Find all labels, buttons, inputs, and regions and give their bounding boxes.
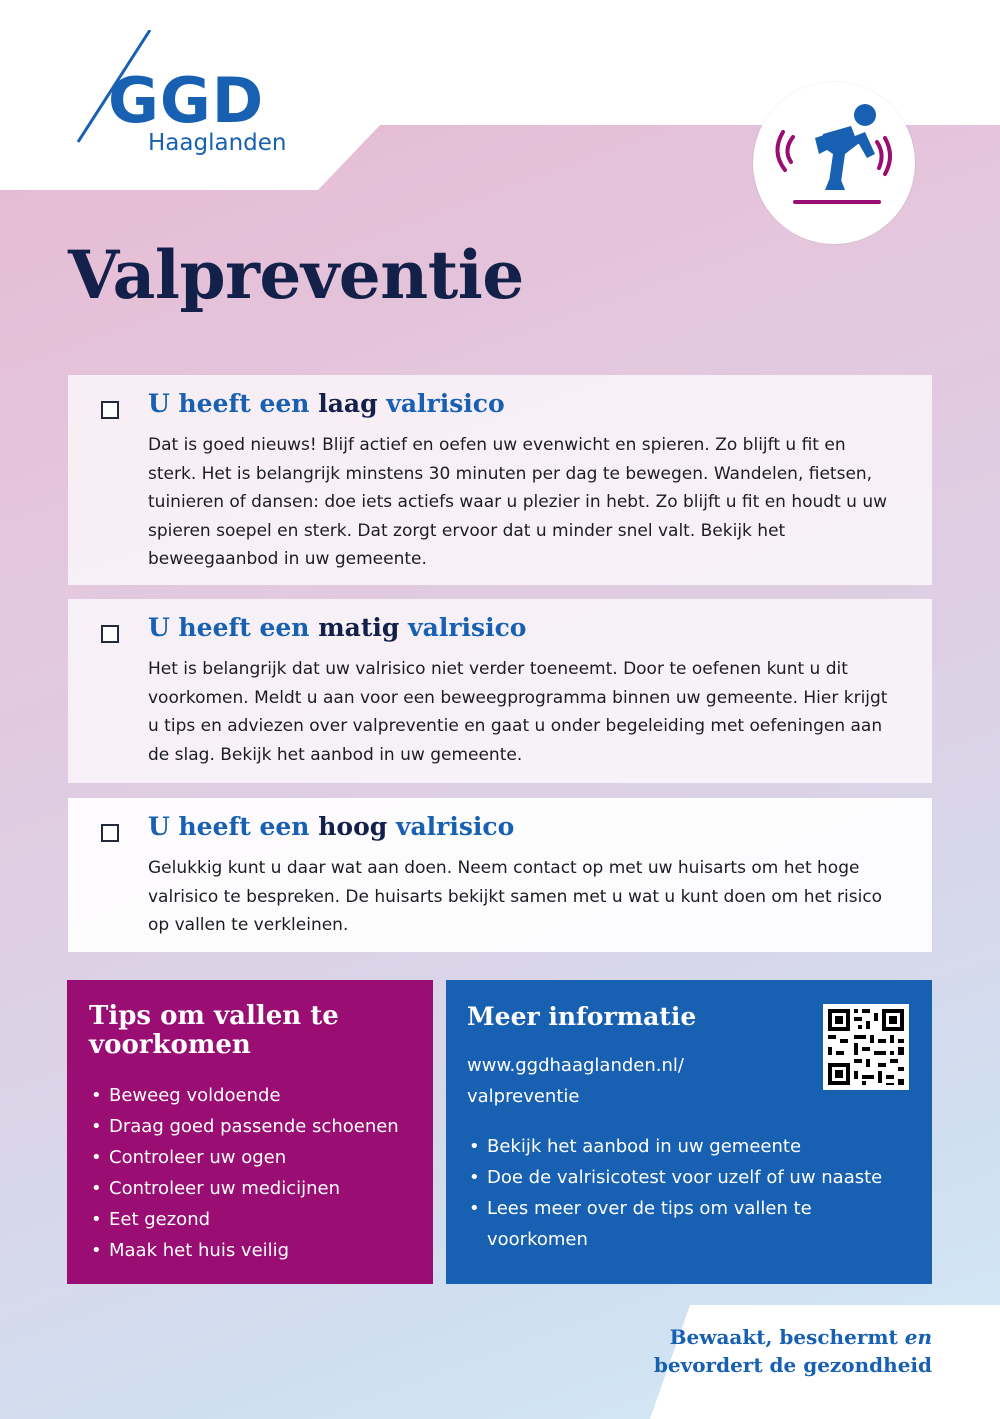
tips-box — [67, 980, 433, 1284]
list-item-text: Lees meer over de tips om vallen te voorkomen — [487, 1198, 812, 1250]
card-title — [148, 389, 505, 418]
card-title — [148, 812, 514, 841]
qr-code-icon[interactable] — [823, 1004, 909, 1090]
logo-subtitle: Haaglanden — [148, 130, 287, 156]
info-box — [446, 980, 932, 1284]
card-title-keyword: matig — [318, 613, 400, 642]
list-item: • Maak het huis veilig — [89, 1235, 419, 1266]
card-body: Gelukkig kunt u daar wat aan doen. Neem contact op met uw huisarts om het hoge valrisico te bespreken. De huisarts bekijkt samen met u wat u kunt doen om het risico op vallen te verkleinen. — [148, 858, 883, 935]
card-title-prefix: U heeft een — [148, 812, 310, 841]
tagline-part1: Bewaakt, beschermt — [669, 1325, 898, 1349]
falling-person-icon — [753, 82, 915, 244]
card-title-keyword: laag — [318, 389, 378, 418]
list-item — [467, 1193, 817, 1255]
info-url-line1[interactable]: www.ggdhaaglanden.nl/ — [467, 1055, 684, 1076]
risk-card-moderate — [68, 599, 932, 783]
card-title-suffix: valrisico — [395, 812, 515, 841]
logo-ggd-text: GGD — [108, 64, 265, 137]
list-item: • Doe de valrisicotest voor uzelf of uw naaste — [467, 1162, 917, 1193]
tips-list — [89, 1080, 419, 1266]
tagline-part2: bevordert de gezondheid — [653, 1353, 932, 1377]
checkbox-low[interactable] — [101, 401, 119, 419]
card-title — [148, 613, 526, 642]
risk-card-high — [68, 798, 932, 952]
card-body: Dat is goed nieuws! Blijf actief en oefen uw evenwicht en spieren. Zo blijft u fit en sterk. Het is belangrijk minstens 30 minuten per dag te bewegen. Wandelen, fietsen, tuinieren of dansen: doe iets actiefs waar u plezier in hebt. Zo blijft u fit en houdt u uw spieren soepel en sterk. Dat zorgt ervoor dat u minder snel valt. Bekijk het beweegaanbod in uw gemeente. — [148, 435, 887, 569]
checkbox-moderate[interactable] — [101, 625, 119, 643]
info-list — [467, 1131, 917, 1255]
ggd-logo — [70, 30, 330, 160]
info-url-link[interactable] — [467, 1050, 757, 1112]
list-item: • Draag goed passende schoenen — [89, 1111, 419, 1142]
tagline — [654, 1323, 932, 1379]
checkbox-high[interactable] — [101, 824, 119, 842]
card-title-suffix: valrisico — [408, 613, 527, 642]
list-item: • Beweeg voldoende — [89, 1080, 419, 1111]
page-title: Valpreventie — [68, 236, 524, 314]
tips-title: Tips om vallen te voorkomen — [89, 1001, 339, 1060]
tagline-em: en — [904, 1325, 932, 1349]
info-url-line2[interactable]: valpreventie — [467, 1086, 580, 1107]
list-item: • Controleer uw ogen — [89, 1142, 419, 1173]
list-item: • Bekijk het aanbod in uw gemeente — [467, 1131, 917, 1162]
card-title-suffix: valrisico — [386, 389, 505, 418]
list-item: • Eet gezond — [89, 1204, 419, 1235]
card-body: Het is belangrijk dat uw valrisico niet verder toeneemt. Door te oefenen kunt u dit voorkomen. Meldt u aan voor een beweegprogramma binnen uw gemeente. Hier krijgt u tips en adviezen over valpreventie en gaat u onder begeleiding met oefeningen aan de slag. Bekijk het aanbod in uw gemeente. — [148, 659, 888, 765]
info-title: Meer informatie — [467, 1002, 697, 1031]
card-title-prefix: U heeft een — [148, 613, 310, 642]
card-title-prefix: U heeft een — [148, 389, 310, 418]
risk-card-low — [68, 375, 932, 585]
card-title-keyword: hoog — [318, 812, 388, 841]
list-item: • Controleer uw medicijnen — [89, 1173, 419, 1204]
